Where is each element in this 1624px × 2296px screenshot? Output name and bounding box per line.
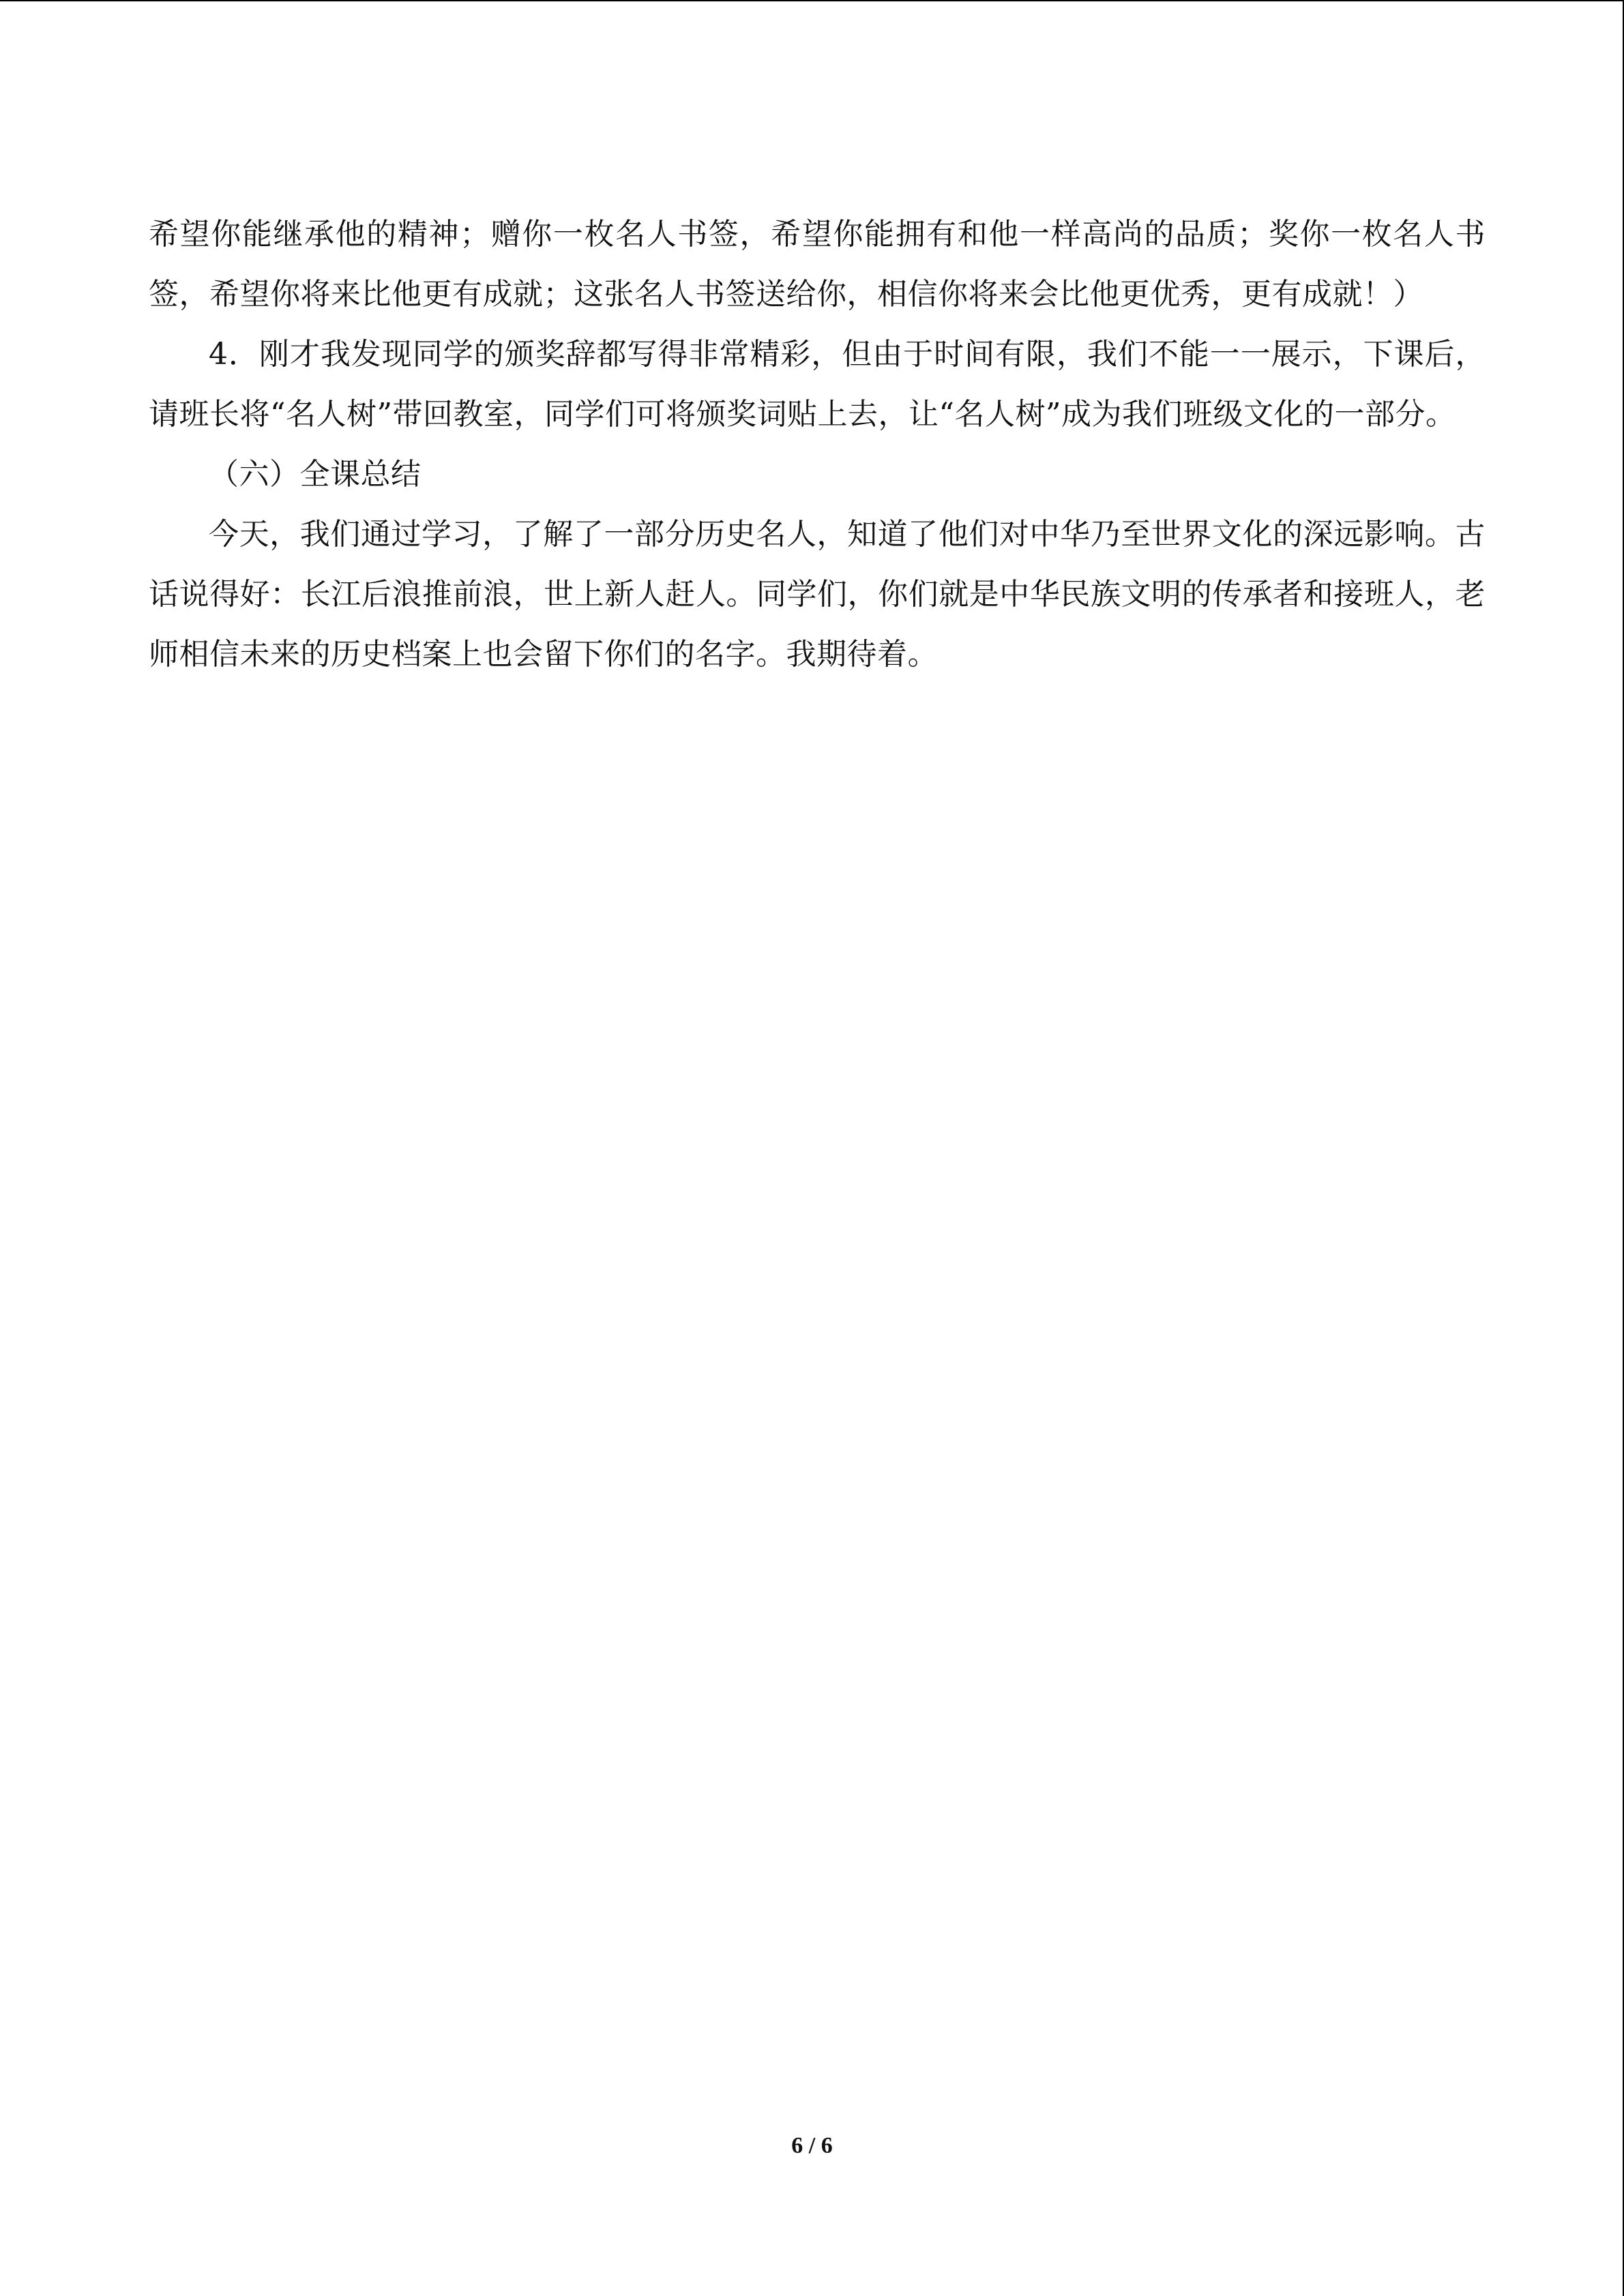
paragraph-continuation: 希望你能继承他的精神；赠你一枚名人书签，希望你能拥有和他一样高尚的品质；奖你一枚名人书签，希望你将来比他更有成就；这张名人书签送给你，相信你将来会比他更优秀，更有成就！） [149, 217, 1486, 312]
document-body [149, 205, 1486, 685]
page-border-top [0, 0, 1624, 1]
page-number: 6 / 6 [791, 2133, 833, 2158]
paragraph-summary: 今天，我们通过学习，了解了一部分历史名人，知道了他们对中华乃至世界文化的深远影响。古话说得好：长江后浪推前浪，世上新人赶人。同学们，你们就是中华民族文明的传承者和接班人，老师相信未来的历史档案上也会留下你们的名字。我期待着。 [149, 517, 1486, 672]
section-heading-summary: （六）全课总结 [209, 457, 422, 492]
paragraph-item-4: 4．刚才我发现同学的颁奖辞都写得非常精彩，但由于时间有限，我们不能一一展示，下课后，请班长将“名人树”带回教室，同学们可将颁奖词贴上去，让“名人树”成为我们班级文化的一部分。 [149, 337, 1486, 432]
